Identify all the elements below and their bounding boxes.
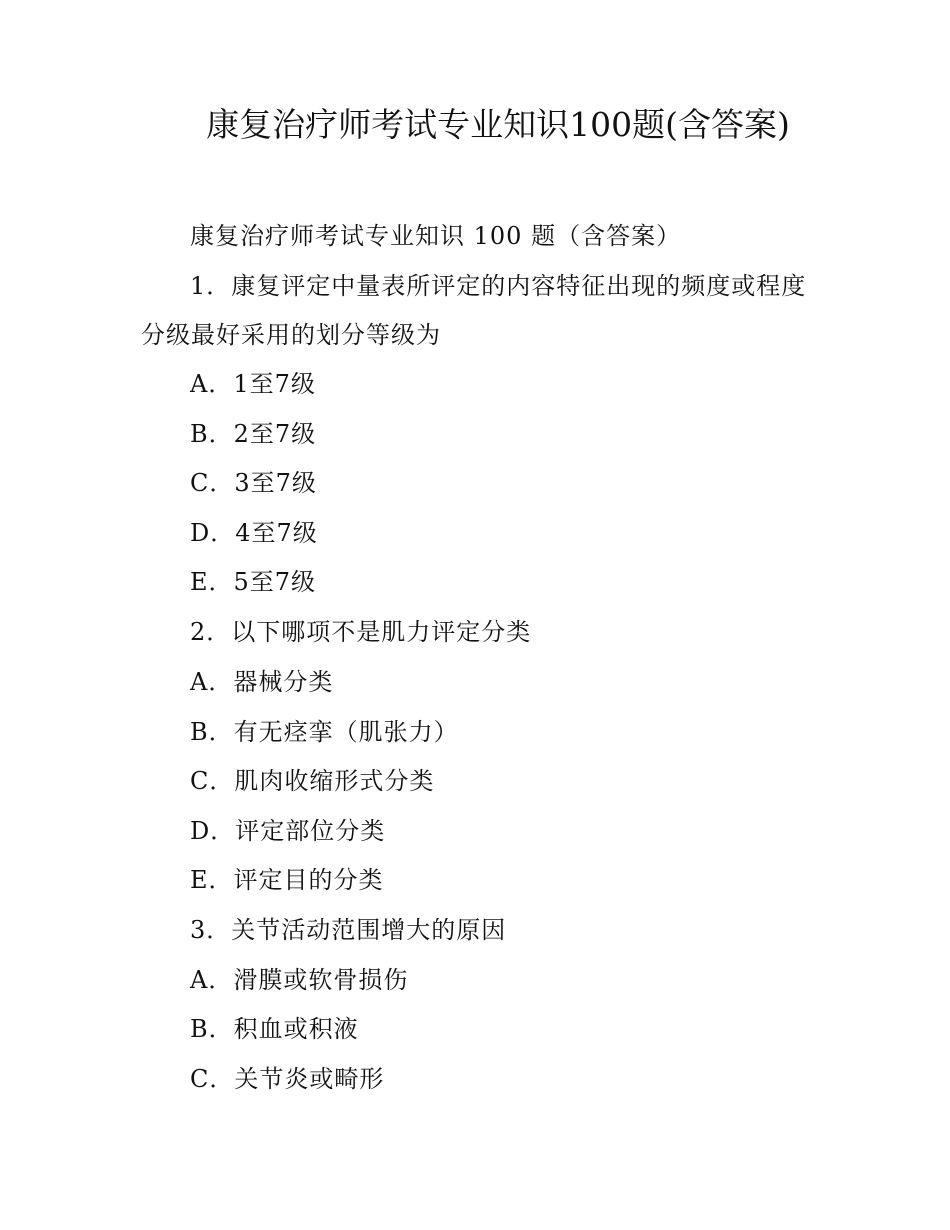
question-1-option-a: A．1至7级 — [190, 370, 316, 398]
question-3-stem: 3．关节活动范围增大的原因 — [190, 916, 507, 944]
document-subtitle: 康复治疗师考试专业知识 100 题（含答案） — [190, 222, 682, 250]
question-3-option-b: B．积血或积液 — [190, 1015, 359, 1043]
question-3-option-c: C．关节炎或畸形 — [190, 1065, 385, 1093]
question-2-option-a: A．器械分类 — [190, 668, 334, 696]
question-2-stem: 2．以下哪项不是肌力评定分类 — [190, 618, 532, 646]
question-1-option-c: C．3至7级 — [190, 469, 317, 497]
question-1-stem-line-1: 1．康复评定中量表所评定的内容特征出现的频度或程度 — [190, 272, 807, 300]
document-title: 康复治疗师考试专业知识100题(含答案) — [206, 105, 790, 144]
question-2-option-e: E．评定目的分类 — [190, 866, 384, 894]
question-2-option-b: B．有无痉挛（肌张力） — [190, 718, 459, 746]
question-3-option-a: A．滑膜或软骨损伤 — [190, 966, 409, 994]
question-1-option-d: D．4至7级 — [190, 519, 318, 547]
question-1-stem-line-2: 分级最好采用的划分等级为 — [141, 321, 441, 349]
question-2-option-d: D．评定部位分类 — [190, 817, 386, 845]
question-2-option-c: C．肌肉收缩形式分类 — [190, 767, 435, 795]
question-1-option-e: E．5至7级 — [190, 568, 317, 596]
question-1-option-b: B．2至7级 — [190, 420, 317, 448]
